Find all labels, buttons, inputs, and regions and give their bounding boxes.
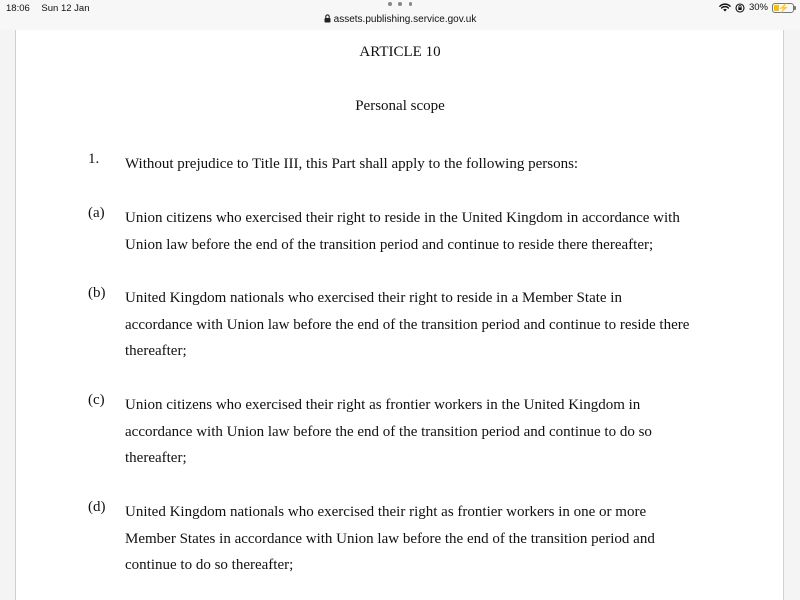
section-title: Personal scope (355, 98, 445, 114)
page-edge-left (15, 30, 16, 600)
address-bar[interactable] (0, 14, 800, 25)
text-line: Union law before the end of the transition period and continue to reside there thereafter; (125, 236, 654, 253)
paragraph-number: (a) (88, 205, 105, 221)
status-bar (0, 0, 800, 30)
paragraph-number: (b) (88, 285, 106, 301)
paragraph-text (125, 285, 725, 365)
orientation-lock-icon (735, 3, 745, 13)
text-line: accordance with Union law before the end of the transition period and continue to reside there (125, 316, 690, 333)
url-text: assets.publishing.service.gov.uk (333, 14, 477, 25)
paragraph-text (125, 205, 725, 258)
lock-icon (324, 14, 331, 23)
text-line: Member States in accordance with Union law before the end of the transition period and (125, 530, 655, 547)
document-page[interactable] (0, 30, 800, 600)
text-line: thereafter; (125, 450, 187, 467)
text-line: thereafter; (125, 343, 187, 360)
battery-percent: 30% (748, 2, 768, 13)
text-line: continue to do so thereafter; (125, 557, 294, 574)
text-line: Without prejudice to Title III, this Part shall apply to the following persons: (125, 156, 579, 172)
wifi-icon (719, 3, 731, 12)
article-title: ARTICLE 10 (359, 44, 441, 60)
text-line: Union citizens who exercised their right as frontier workers in the United Kingdom in (125, 397, 641, 413)
page-gutter-left (0, 30, 15, 600)
status-right (719, 2, 794, 13)
paragraph-number: (d) (88, 499, 106, 515)
multitasking-dots-icon[interactable] (388, 0, 412, 8)
paragraph-text (125, 151, 725, 178)
text-line: accordance with Union law before the end of the transition period and continue to do so (125, 423, 652, 440)
paragraph-number: 1. (88, 151, 100, 167)
page-edge-right (783, 30, 784, 600)
text-line: United Kingdom nationals who exercised their right as frontier workers in one or more (125, 504, 647, 520)
paragraph-number: (c) (88, 392, 105, 408)
paragraph-text (125, 392, 725, 472)
paragraph-text (125, 499, 725, 579)
battery-icon: ⚡ (772, 3, 794, 13)
status-left (6, 3, 99, 14)
text-line: United Kingdom nationals who exercised their right to reside in a Member State in (125, 290, 622, 306)
status-time: 18:06 (6, 3, 30, 14)
status-date: Sun 12 Jan (41, 3, 90, 14)
text-line: Union citizens who exercised their right to reside in the United Kingdom in accordance with (125, 210, 680, 226)
page-gutter-right (784, 30, 800, 600)
